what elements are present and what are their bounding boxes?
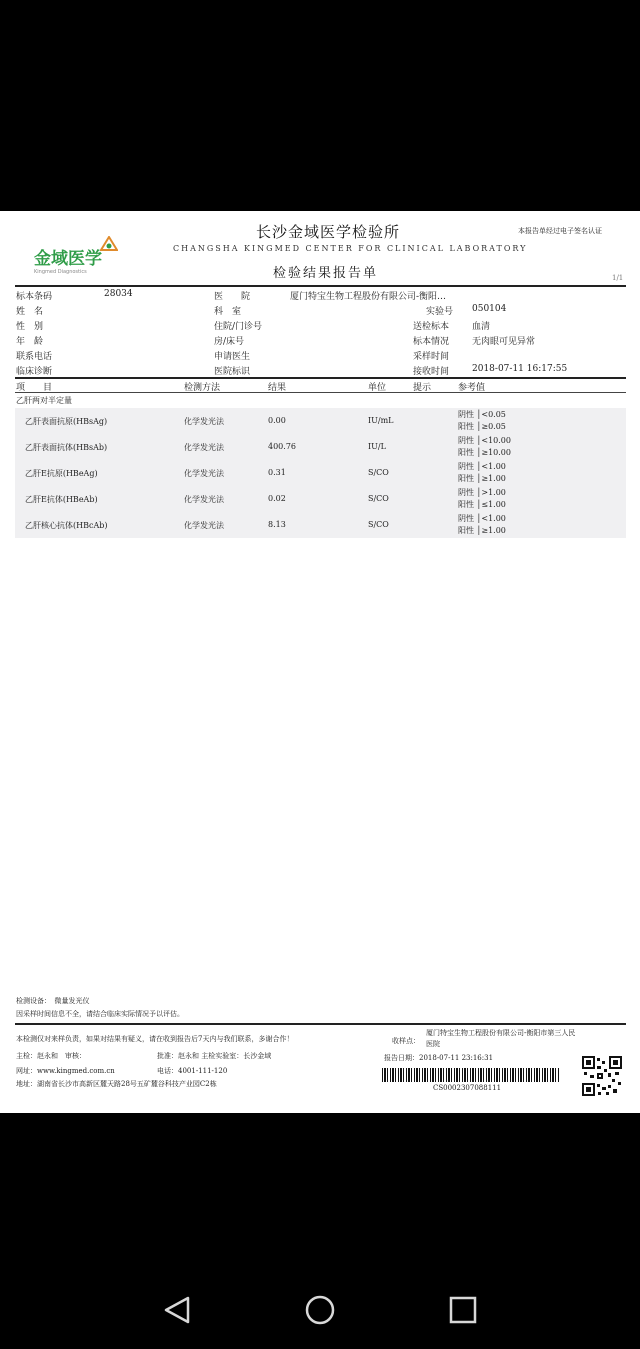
approver: 批准：赵永和 主检实验室：长沙金域 bbox=[157, 1052, 272, 1060]
hospital-label: 医 院 bbox=[214, 292, 251, 302]
ref-pos-value: ≥1.00 bbox=[481, 474, 506, 483]
barcode-label: 标本条码 bbox=[16, 292, 53, 302]
address: 地址：湖南省长沙市高新区麓天路28号五矿麓谷科技产业园C2栋 bbox=[16, 1080, 217, 1088]
row-method: 化学发光法 bbox=[184, 417, 224, 426]
table-row bbox=[15, 512, 626, 538]
sex-label: 性 别 bbox=[16, 322, 44, 332]
receive-time-value: 2018-07-11 16:17:55 bbox=[472, 364, 568, 374]
row-unit: IU/mL bbox=[368, 416, 394, 425]
nav-home[interactable] bbox=[303, 1293, 337, 1331]
row-item: 乙肝表面抗体(HBsAb) bbox=[25, 443, 108, 452]
website: 网址：www.kingmed.com.cn bbox=[16, 1067, 115, 1075]
row-result: 0.00 bbox=[268, 416, 286, 425]
qr-code bbox=[582, 1056, 622, 1096]
row-item: 乙肝表面抗原(HBsAg) bbox=[25, 417, 108, 426]
ref-pos-value: ≥10.00 bbox=[481, 448, 511, 457]
ref-pos-tag: 阳性 bbox=[458, 526, 474, 535]
col-ref: 参考值 bbox=[458, 383, 486, 393]
ref-pos-value: ≤1.00 bbox=[481, 500, 506, 509]
ref-neg-tag: 阴性 bbox=[458, 462, 474, 471]
disclaimer: 本检测仅对来样负责，如果对结果有疑义，请在收到报告后7天内与我们联系，多谢合作！ bbox=[16, 1035, 294, 1043]
footer-rule bbox=[15, 1023, 626, 1025]
row-method: 化学发光法 bbox=[184, 443, 224, 452]
bed-label: 房/床号 bbox=[214, 337, 245, 347]
logo-text: 金域医学 bbox=[34, 249, 102, 269]
row-item: 乙肝E抗体(HBeAb) bbox=[25, 495, 98, 504]
header-divider bbox=[15, 285, 626, 287]
row-ref: 阴性 │<0.05 阳性 │≥0.05 bbox=[458, 410, 506, 431]
doctor-label: 申请医生 bbox=[214, 352, 251, 362]
report-footer bbox=[0, 991, 640, 1113]
row-unit: S/CO bbox=[368, 494, 389, 503]
row-result: 0.31 bbox=[268, 468, 286, 477]
row-ref: 阴性 │<10.00 阳性 │≥10.00 bbox=[458, 436, 511, 457]
row-ref: 阴性 │>1.00 阳性 │≤1.00 bbox=[458, 488, 506, 509]
row-ref: 阴性 │<1.00 阳性 │≥1.00 bbox=[458, 514, 506, 535]
send-unit-value-1: 厦门特宝生物工程股份有限公司-衡阳市第三人民 bbox=[426, 1029, 576, 1037]
age-label: 年 龄 bbox=[16, 337, 44, 347]
table-row bbox=[15, 460, 626, 486]
logo-icon bbox=[100, 236, 118, 252]
service-phone: 电话：4001-111-120 bbox=[157, 1067, 228, 1075]
dept-label: 科 室 bbox=[214, 307, 242, 317]
report-barcode bbox=[382, 1068, 560, 1082]
ref-neg-value: <1.00 bbox=[481, 514, 506, 523]
row-result: 400.76 bbox=[268, 442, 296, 451]
ref-neg-value: <0.05 bbox=[481, 410, 506, 419]
row-method: 化学发光法 bbox=[184, 469, 224, 478]
col-hint: 提示 bbox=[413, 383, 432, 393]
report-title: 检验结果报告单 bbox=[273, 266, 379, 281]
col-item: 项 目 bbox=[16, 383, 53, 393]
table-top-rule bbox=[15, 377, 626, 379]
ref-pos-value: ≥0.05 bbox=[481, 422, 506, 431]
ref-pos-tag: 阳性 bbox=[458, 422, 474, 431]
nav-recents[interactable] bbox=[446, 1293, 480, 1331]
ref-neg-value: <10.00 bbox=[481, 436, 511, 445]
sample-state-label: 标本情况 bbox=[413, 337, 450, 347]
diagnosis-label: 临床诊断 bbox=[16, 367, 53, 377]
row-method: 化学发光法 bbox=[184, 495, 224, 504]
ref-pos-tag: 阳性 bbox=[458, 448, 474, 457]
hospital-mark-label: 医院标识 bbox=[214, 367, 251, 377]
inspector: 主检：赵永和 审核： bbox=[16, 1052, 86, 1060]
lab-no-label: 实验号 bbox=[426, 307, 454, 317]
barcode-text: CS0002307088111 bbox=[433, 1084, 502, 1092]
section-title: 乙肝两对半定量 bbox=[16, 396, 72, 405]
home-icon[interactable] bbox=[303, 1293, 337, 1327]
ref-pos-tag: 阳性 bbox=[458, 474, 474, 483]
row-unit: S/CO bbox=[368, 468, 389, 477]
ref-neg-tag: 阴性 bbox=[458, 436, 474, 445]
col-result: 结果 bbox=[268, 383, 287, 393]
ref-neg-value: <1.00 bbox=[481, 462, 506, 471]
row-item: 乙肝核心抗体(HBcAb) bbox=[25, 521, 108, 530]
ref-neg-tag: 阴性 bbox=[458, 410, 474, 419]
lab-no-value: 050104 bbox=[472, 304, 507, 314]
row-ref: 阴性 │<1.00 阳性 │≥1.00 bbox=[458, 462, 506, 483]
report-date: 报告日期：2018-07-11 23:16:31 bbox=[384, 1054, 494, 1062]
barcode-value: 28034 bbox=[104, 289, 133, 299]
row-result: 8.13 bbox=[268, 520, 286, 529]
send-unit-value-2: 医院 bbox=[426, 1040, 440, 1048]
ref-neg-tag: 阴性 bbox=[458, 488, 474, 497]
page-number: 1/1 bbox=[612, 274, 624, 282]
back-icon[interactable] bbox=[160, 1293, 194, 1327]
recents-icon[interactable] bbox=[446, 1293, 480, 1327]
lab-name-en: CHANGSHA KINGMED CENTER FOR CLINICAL LABORATORY bbox=[173, 244, 528, 253]
table-row bbox=[15, 434, 626, 460]
ref-neg-value: >1.00 bbox=[481, 488, 506, 497]
row-item: 乙肝E抗原(HBeAg) bbox=[25, 469, 98, 478]
ref-pos-tag: 阳性 bbox=[458, 500, 474, 509]
col-unit: 单位 bbox=[368, 383, 387, 393]
table-header-rule bbox=[15, 392, 626, 393]
row-unit: S/CO bbox=[368, 520, 389, 529]
table-row bbox=[15, 486, 626, 512]
logo-subtext: Kingmed Diagnostics bbox=[34, 269, 87, 275]
e-signature-note: 本报告单经过电子签名认证 bbox=[518, 227, 602, 235]
ward-label: 住院/门诊号 bbox=[214, 322, 263, 332]
ref-pos-value: ≥1.00 bbox=[481, 526, 506, 535]
row-method: 化学发光法 bbox=[184, 521, 224, 530]
lab-name-cn: 长沙金域医学检验所 bbox=[256, 223, 401, 241]
row-unit: IU/L bbox=[368, 442, 386, 451]
send-unit-label: 收样点： bbox=[392, 1037, 420, 1045]
device-info: 检测设备： 微量发光仪 bbox=[16, 997, 90, 1005]
report-paper bbox=[0, 211, 640, 1113]
col-method: 检测方法 bbox=[184, 383, 221, 393]
table-row bbox=[15, 408, 626, 434]
receive-time-label: 接收时间 bbox=[413, 367, 450, 377]
sampling-note: 因采样时间信息不全，请结合临床实际情况予以评估。 bbox=[16, 1010, 184, 1018]
sample-type-label: 送检标本 bbox=[413, 322, 450, 332]
company-logo bbox=[34, 244, 102, 275]
hospital-value: 厦门特宝生物工程股份有限公司-衡阳… bbox=[290, 292, 447, 302]
sample-state-value: 无肉眼可见异常 bbox=[472, 337, 536, 347]
row-result: 0.02 bbox=[268, 494, 286, 503]
nav-back[interactable] bbox=[160, 1293, 194, 1331]
phone-label: 联系电话 bbox=[16, 352, 53, 362]
ref-neg-tag: 阴性 bbox=[458, 514, 474, 523]
name-label: 姓 名 bbox=[16, 307, 44, 317]
collect-time-label: 采样时间 bbox=[413, 352, 450, 362]
sample-type-value: 血清 bbox=[472, 322, 491, 332]
